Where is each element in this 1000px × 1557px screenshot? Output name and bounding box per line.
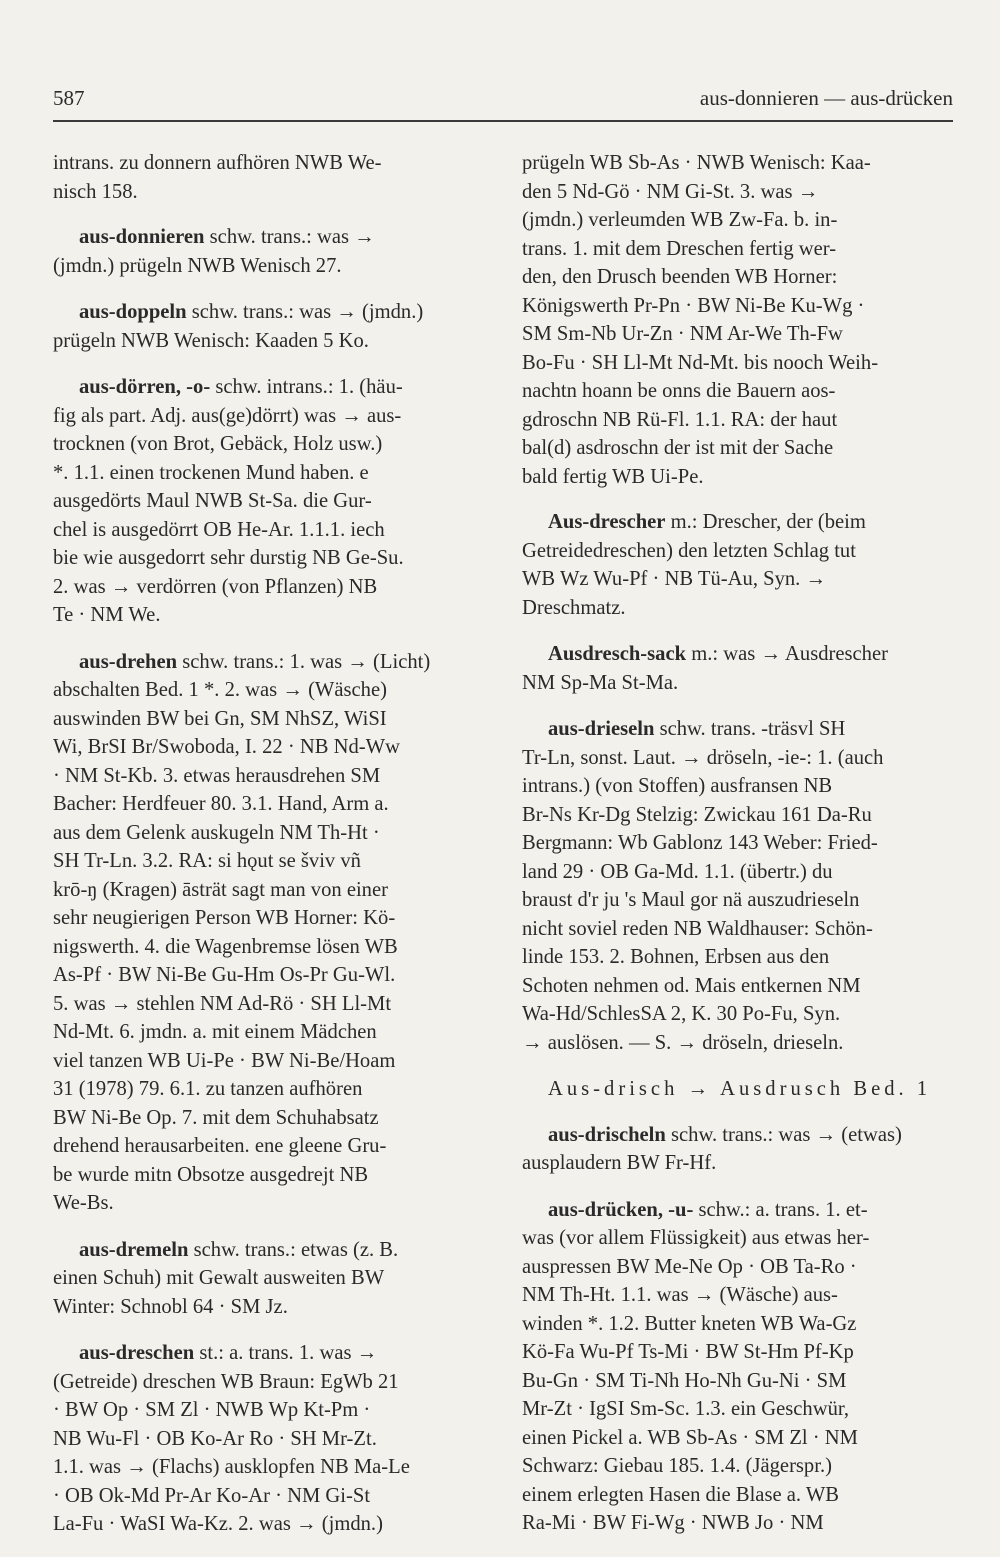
- entry-text: *. 1.1. einen trockenen Mund haben. e: [53, 461, 369, 484]
- entry-text: aus dem Gelenk auskugeln NM Th-Ht ·: [53, 821, 380, 844]
- entry-line: [53, 1132, 485, 1161]
- entry-line: [522, 858, 954, 887]
- entry-text: Bu-Gn · SM Ti-Nh Ho-Nh Gu-Ni · SM: [522, 1369, 847, 1392]
- entry-line: [522, 349, 954, 378]
- entry-text: · OB Ok-Md Pr-Ar Ko-Ar · NM Gi-St: [53, 1484, 371, 1507]
- entry-line: [53, 223, 485, 252]
- entry-text: schw.: a. trans. 1. et-: [693, 1198, 868, 1221]
- entry-line: [53, 1510, 485, 1539]
- headword: aus-drischeln: [548, 1123, 666, 1146]
- entry-line: [522, 1395, 954, 1424]
- entry-text: schw. trans.: was → (etwas): [665, 1123, 902, 1146]
- entry-line: [53, 544, 485, 573]
- entry-line: [522, 149, 954, 178]
- entry-text: nisch 158.: [53, 180, 138, 203]
- entry-line: [522, 1452, 954, 1481]
- dictionary-entry-cont: [53, 149, 485, 206]
- entry-line: [522, 801, 954, 830]
- entry-line: [522, 972, 954, 1001]
- entry-text: 1.1. was → (Flachs) ausklopfen NB Ma-Le: [53, 1456, 410, 1478]
- entry-text: linde 153. 2. Bohnen, Erbsen aus den: [522, 946, 830, 968]
- entry-text: SH Tr-Ln. 3.2. RA: si hǫut se šviv vñ: [53, 850, 361, 872]
- entry-text: schw. trans.: was → (jmdn.): [186, 301, 424, 323]
- entry-text: 2. was → verdörren (von Pflanzen) NB: [53, 575, 378, 598]
- entry-text: Schoten nehmen od. Mais entkernen NM: [522, 974, 861, 997]
- entry-text: 31 (1978) 79. 6.1. zu tanzen aufhören: [53, 1078, 363, 1100]
- entry-line: [53, 487, 485, 516]
- entry-line: [53, 961, 485, 990]
- right-column: [522, 149, 954, 1556]
- entry-line: [522, 1000, 954, 1029]
- entry-text: schw. trans.: was →: [204, 226, 375, 248]
- entry-line: [53, 762, 485, 791]
- entry-line: [522, 669, 954, 698]
- entry-text: Wa-Hd/SchlesSA 2, K. 30 Po-Fu, Syn.: [522, 1003, 841, 1025]
- headword: Ausdresch-sack: [548, 643, 687, 665]
- entry-text: Bergmann: Wb Gablonz 143 Weber: Fried-: [522, 832, 878, 854]
- entry-text: Te · NM We.: [53, 604, 161, 626]
- dictionary-entry-aus-doerren: [53, 373, 485, 630]
- entry-text: (jmdn.) verleumden WB Zw-Fa. b. in-: [522, 209, 838, 231]
- entry-text: schw. trans. -träsvl SH: [654, 718, 846, 740]
- entry-line: [53, 1161, 485, 1190]
- entry-text: Kö-Fa Wu-Pf Ts-Mi · BW St-Hm Pf-Kp: [522, 1341, 854, 1363]
- entry-line: [522, 1281, 954, 1310]
- entry-line: [53, 819, 485, 848]
- entry-line: [522, 263, 954, 292]
- entry-line: [522, 1224, 954, 1253]
- dictionary-entry-aus-drieseln: [522, 715, 954, 1057]
- entry-line: [548, 1075, 954, 1104]
- entry-line: [522, 434, 954, 463]
- entry-text: den 5 Nd-Gö · NM Gi-St. 3. was →: [522, 180, 819, 203]
- entry-text: Aus-drisch → Ausdrusch Bed. 1: [548, 1078, 932, 1100]
- entry-line: [53, 327, 485, 356]
- dictionary-entry-aus-drisch: [522, 1075, 954, 1104]
- dictionary-entry-cont2: [522, 149, 954, 491]
- entry-text: WB Wz Wu-Pf · NB Tü-Au, Syn. →: [522, 568, 827, 590]
- entry-text: prügeln NWB Wenisch: Kaaden 5 Ko.: [53, 329, 369, 352]
- entry-line: [53, 933, 485, 962]
- entry-line: [53, 1018, 485, 1047]
- entry-text: einem erlegten Hasen die Blase a. WB: [522, 1483, 839, 1506]
- entry-line: [53, 459, 485, 488]
- entry-line: [53, 373, 485, 402]
- entry-line: [53, 904, 485, 933]
- entry-text: trocknen (von Brot, Gebäck, Holz usw.): [53, 433, 383, 455]
- entry-line: [522, 744, 954, 773]
- entry-text: trans. 1. mit dem Dreschen fertig wer-: [522, 237, 837, 260]
- entry-line: [522, 1029, 954, 1058]
- entry-text: viel tanzen WB Ui-Pe · BW Ni-Be/Hoam: [53, 1049, 396, 1072]
- headword: aus-drieseln: [548, 718, 655, 740]
- entry-text: schw. intrans.: 1. (häu-: [210, 376, 403, 398]
- entry-text: Schwarz: Giebau 185. 1.4. (Jägerspr.): [522, 1455, 832, 1477]
- entry-line: [522, 886, 954, 915]
- entry-line: [522, 943, 954, 972]
- entry-line: [522, 915, 954, 944]
- entry-text: Bacher: Herdfeuer 80. 3.1. Hand, Arm a.: [53, 793, 389, 815]
- entry-text: Nd-Mt. 6. jmdn. a. mit einem Mädchen: [53, 1021, 377, 1043]
- entry-text: Tr-Ln, sonst. Laut. → dröseln, -ie-: 1. (auch: [522, 746, 884, 769]
- entry-line: [53, 1264, 485, 1293]
- entry-line: [53, 1047, 485, 1076]
- headword: aus-dörren, -o-: [79, 376, 211, 398]
- entry-line: [53, 847, 485, 876]
- entry-text: (jmdn.) prügeln NWB Wenisch 27.: [53, 254, 342, 277]
- entry-text: st.: a. trans. 1. was →: [194, 1342, 378, 1364]
- entry-text: ausgedörts Maul NWB St-Sa. die Gur-: [53, 490, 372, 512]
- entry-line: [522, 829, 954, 858]
- entry-line: [522, 1196, 954, 1225]
- entry-line: [53, 876, 485, 905]
- entry-line: [522, 1367, 954, 1396]
- entry-line: [522, 640, 954, 669]
- entry-text: → auslösen. — S. → dröseln, drieseln.: [522, 1031, 844, 1054]
- entry-text: krō-ŋ (Kragen) āsträt sagt man von einer: [53, 878, 388, 901]
- entry-text: ausplaudern BW Fr-Hf.: [522, 1152, 717, 1174]
- entry-line: [53, 1482, 485, 1511]
- headword: Aus-drescher: [548, 511, 666, 533]
- entry-text: bie wie ausgedorrt sehr durstig NB Ge-Su.: [53, 547, 404, 569]
- entry-text: NM Sp-Ma St-Ma.: [522, 671, 679, 694]
- entry-line: [53, 705, 485, 734]
- entry-text: bal(d) asdroschn der ist mit der Sache: [522, 437, 834, 459]
- entry-text: · BW Op · SM Zl · NWB Wp Kt-Pm ·: [53, 1399, 371, 1421]
- page-number: 587: [53, 86, 85, 110]
- entry-line: [53, 573, 485, 602]
- entry-line: [53, 1425, 485, 1454]
- entry-text: fig als part. Adj. aus(ge)dörrt) was → aus-: [53, 404, 402, 427]
- entry-text: auspressen BW Me-Ne Op · OB Ta-Ro ·: [522, 1255, 857, 1278]
- entry-text: Bo-Fu · SH Ll-Mt Nd-Mt. bis nooch Weih-: [522, 351, 879, 374]
- entry-text: 5. was → stehlen NM Ad-Rö · SH Ll-Mt: [53, 992, 392, 1015]
- entry-text: La-Fu · WaSI Wa-Kz. 2. was → (jmdn.): [53, 1513, 383, 1535]
- entry-text: auswinden BW bei Gn, SM NhSZ, WiSI: [53, 707, 387, 730]
- headword: aus-doppeln: [79, 301, 187, 323]
- dictionary-entry-aus-dremeln: [53, 1236, 485, 1322]
- entry-line: [522, 1121, 954, 1150]
- dictionary-entry-aus-doppeln: [53, 298, 485, 355]
- entry-line: [522, 206, 954, 235]
- entry-line: [53, 402, 485, 431]
- entry-text: Ra-Mi · BW Fi-Wg · NWB Jo · NM: [522, 1512, 824, 1534]
- entry-line: [53, 1075, 485, 1104]
- entry-text: schw. trans.: etwas (z. B.: [188, 1238, 399, 1261]
- entry-text: land 29 · OB Ga-Md. 1.1. (übertr.) du: [522, 860, 833, 883]
- entry-line: [522, 1310, 954, 1339]
- dictionary-entry-aus-drescher: [522, 508, 954, 622]
- page-header: [53, 84, 953, 122]
- entry-text: einen Pickel a. WB Sb-As · SM Zl · NM: [522, 1426, 858, 1449]
- entry-text: Wi, BrSI Br/Swoboda, I. 22 · NB Nd-Ww: [53, 736, 400, 758]
- entry-line: [53, 149, 485, 178]
- entry-text: · NM St-Kb. 3. etwas herausdrehen SM: [53, 764, 381, 787]
- dictionary-entry-aus-druecken: [522, 1196, 954, 1538]
- headword: aus-dremeln: [79, 1238, 189, 1261]
- entry-line: [53, 790, 485, 819]
- entry-text: drehend herausarbeiten. ene gleene Gru-: [53, 1135, 387, 1157]
- dictionary-entry-ausdresch-sack: [522, 640, 954, 697]
- entry-text: m.: was → Ausdrescher: [686, 643, 888, 665]
- entry-text: Königswerth Pr-Pn · BW Ni-Be Ku-Wg ·: [522, 294, 865, 317]
- entry-line: [53, 1368, 485, 1397]
- entry-line: [522, 235, 954, 264]
- entry-line: [53, 990, 485, 1019]
- entry-text: m.: Drescher, der (beim: [665, 511, 866, 533]
- entry-text: We-Bs.: [53, 1192, 114, 1214]
- headword: aus-drücken, -u-: [548, 1198, 694, 1221]
- entry-line: [53, 178, 485, 207]
- entry-line: [522, 772, 954, 801]
- entry-line: [522, 594, 954, 623]
- headword: aus-drehen: [79, 650, 178, 673]
- entry-text: NB Wu-Fl · OB Ko-Ar Ro · SH Mr-Zt.: [53, 1427, 377, 1450]
- entry-text: BW Ni-Be Op. 7. mit dem Schuhabsatz: [53, 1106, 379, 1129]
- entry-text: gdroschn NB Rü-Fl. 1.1. RA: der haut: [522, 408, 838, 431]
- entry-text: As-Pf · BW Ni-Be Gu-Hm Os-Pr Gu-Wl.: [53, 964, 396, 986]
- entry-line: [522, 1338, 954, 1367]
- dictionary-entry-aus-dreschen: [53, 1339, 485, 1539]
- entry-line: [522, 565, 954, 594]
- entry-line: [53, 298, 485, 327]
- entry-line: [522, 1424, 954, 1453]
- entry-text: braust d'r ju 's Maul gor nä auszudrieseln: [522, 889, 860, 911]
- entry-line: [522, 1253, 954, 1282]
- left-column: [53, 149, 485, 1557]
- entry-text: Dreschmatz.: [522, 596, 626, 619]
- entry-line: [53, 648, 485, 677]
- entry-text: bald fertig WB Ui-Pe.: [522, 465, 704, 488]
- entry-line: [53, 1293, 485, 1322]
- entry-text: nicht soviel reden NB Waldhauser: Schön-: [522, 917, 873, 940]
- dictionary-entry-aus-drehen: [53, 648, 485, 1218]
- entry-text: schw. trans.: 1. was → (Licht): [177, 650, 431, 673]
- entry-line: [522, 377, 954, 406]
- dictionary-entry-aus-donnieren: [53, 223, 485, 280]
- entry-line: [53, 1104, 485, 1133]
- entry-line: [53, 733, 485, 762]
- dictionary-entry-aus-drischeln: [522, 1121, 954, 1178]
- entry-text: be wurde mitn Obsotze ausgedrejt NB: [53, 1163, 369, 1186]
- entry-text: Winter: Schnobl 64 · SM Jz.: [53, 1295, 288, 1318]
- entry-line: [522, 1149, 954, 1178]
- entry-text: nachtn hoann be onns die Bauern aos-: [522, 380, 836, 402]
- entry-text: nigswerth. 4. die Wagenbremse lösen WB: [53, 935, 398, 958]
- entry-text: (Getreide) dreschen WB Braun: EgWb 21: [53, 1370, 399, 1393]
- entry-text: sehr neugierigen Person WB Horner: Kö-: [53, 907, 396, 929]
- entry-text: intrans. zu donnern aufhören NWB We-: [53, 152, 382, 174]
- entry-text: was (vor allem Flüssigkeit) aus etwas her-: [522, 1227, 870, 1249]
- entry-text: chel is ausgedörrt OB He-Ar. 1.1.1. iech: [53, 518, 385, 541]
- entry-line: [53, 1339, 485, 1368]
- entry-text: einen Schuh) mit Gewalt ausweiten BW: [53, 1267, 385, 1289]
- entry-line: [53, 1396, 485, 1425]
- entry-text: Br-Ns Kr-Dg Stelzig: Zwickau 161 Da-Ru: [522, 803, 872, 826]
- entry-text: winden *. 1.2. Butter kneten WB Wa-Gz: [522, 1312, 857, 1335]
- entry-text: abschalten Bed. 1 *. 2. was → (Wäsche): [53, 679, 387, 701]
- entry-line: [522, 1481, 954, 1510]
- entry-text: Mr-Zt · IgSI Sm-Sc. 1.3. ein Geschwür,: [522, 1398, 850, 1420]
- entry-line: [522, 320, 954, 349]
- entry-line: [53, 252, 485, 281]
- entry-line: [53, 676, 485, 705]
- entry-text: prügeln WB Sb-As · NWB Wenisch: Kaa-: [522, 152, 871, 174]
- entry-text: intrans.) (von Stoffen) ausfransen NB: [522, 775, 833, 797]
- entry-line: [522, 715, 954, 744]
- entry-text: den, den Drusch beenden WB Horner:: [522, 266, 838, 288]
- entry-line: [53, 1453, 485, 1482]
- entry-line: [522, 537, 954, 566]
- running-head: aus-donnieren — aus-drücken: [699, 86, 953, 110]
- entry-line: [53, 601, 485, 630]
- entry-line: [53, 430, 485, 459]
- entry-line: [522, 292, 954, 321]
- entry-line: [53, 1189, 485, 1218]
- entry-text: NM Th-Ht. 1.1. was → (Wäsche) aus-: [522, 1284, 838, 1306]
- entry-line: [522, 178, 954, 207]
- entry-line: [53, 516, 485, 545]
- headword: aus-dreschen: [79, 1342, 195, 1364]
- entry-text: Getreidedreschen) den letzten Schlag tut: [522, 539, 856, 562]
- entry-line: [53, 1236, 485, 1265]
- entry-line: [522, 463, 954, 492]
- entry-line: [522, 1509, 954, 1538]
- entry-line: [522, 508, 954, 537]
- headword: aus-donnieren: [79, 226, 205, 248]
- entry-text: SM Sm-Nb Ur-Zn · NM Ar-We Th-Fw: [522, 323, 843, 345]
- entry-line: [522, 406, 954, 435]
